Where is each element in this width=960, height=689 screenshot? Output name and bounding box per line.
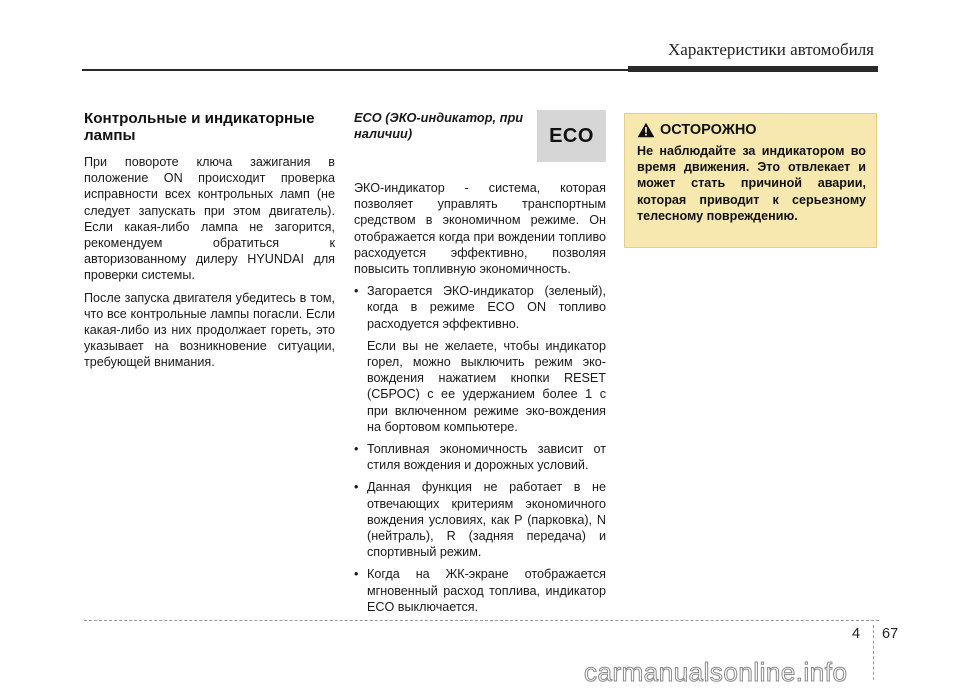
- list-item: [354, 441, 606, 473]
- warning-title: ОСТОРОЖНО: [660, 122, 757, 138]
- section-heading: Контрольные и индикаторные лампы: [84, 110, 315, 144]
- paragraph: После запуска двигателя убедитесь в том, что все контрольные лампы погасли. Если какая-либо из них продолжает гореть, это указывает на возникновение ситуации, требующей внимания.: [84, 290, 335, 370]
- eco-bullet-list: [354, 283, 606, 615]
- list-item-text: Топливная экономичность зависит от стиля вождения и дорожных условий.: [367, 442, 606, 473]
- list-item-text: Если вы не желаете, чтобы индикатор горел, можно выключить режим эко-вождения нажатием кнопки RESET (СБРОС) с ее удержанием более 1 с при включенном режиме эко-вождения на бортовом компьютере.: [367, 338, 606, 434]
- chapter-number: 4: [852, 626, 861, 642]
- eco-indicator-symbol: [537, 110, 606, 162]
- paragraph: При повороте ключа зажигания в положение ON происходит проверка исправности всех контрольных ламп (не следует запускать при этом двигатель). Если какая-либо лампа не загорится, рекомендуем обратиться к авторизованному дилеру HYUNDAI для проверки системы.: [84, 155, 335, 283]
- column-indicator-lamps: [84, 110, 335, 377]
- column-eco-indicator: [354, 110, 606, 621]
- eco-label: ECO: [549, 124, 594, 147]
- page-number-separator: [873, 625, 875, 680]
- bullet-mark: •: [354, 480, 359, 495]
- list-item-text: Данная функция не работает в не отвечающих критериям экономичного вождения условиях, как P (парковка), N (нейтраль), R (задняя передача) и спортивный режим.: [367, 480, 606, 560]
- header-divider-thin: [82, 69, 630, 71]
- eco-intro-paragraph: ЭКО-индикатор - система, которая позволяет управлять транспортным средством в экономичном режиме. Он отображается когда при вождении топливо расходуется эффективно, позволяя повысить топливную экономичность.: [354, 181, 606, 277]
- header-divider-thick: [628, 66, 878, 72]
- bullet-mark: •: [354, 442, 359, 457]
- warning-title-row: [637, 122, 866, 138]
- watermark-logo: carmanualsonline.info: [584, 657, 848, 687]
- footer-divider: [84, 620, 879, 621]
- bullet-mark: •: [354, 567, 359, 582]
- list-item: [354, 283, 606, 435]
- warning-box: [624, 113, 877, 248]
- list-item-text: Когда на ЖК-экране отображается мгновенный расход топлива, индикатор ECO выключается.: [367, 567, 606, 614]
- list-item: [354, 566, 606, 615]
- warning-triangle-icon: [637, 122, 655, 138]
- page-header-title: Характеристики автомобиля: [668, 40, 874, 59]
- warning-text: Не наблюдайте за индикатором во время движения. Это отвлекает и может стать причиной аварии, которая приводит к серьезному телесному повреждению.: [637, 144, 866, 223]
- list-item-text: Загорается ЭКО-индикатор (зеленый), когда в режиме ECO ON топливо расходуется эффективно.: [367, 284, 606, 331]
- eco-subheading: ECO (ЭКО-индикатор, при наличии): [354, 110, 524, 141]
- bullet-mark: •: [354, 284, 359, 299]
- list-item: [354, 479, 606, 560]
- page-number: 67: [882, 626, 899, 642]
